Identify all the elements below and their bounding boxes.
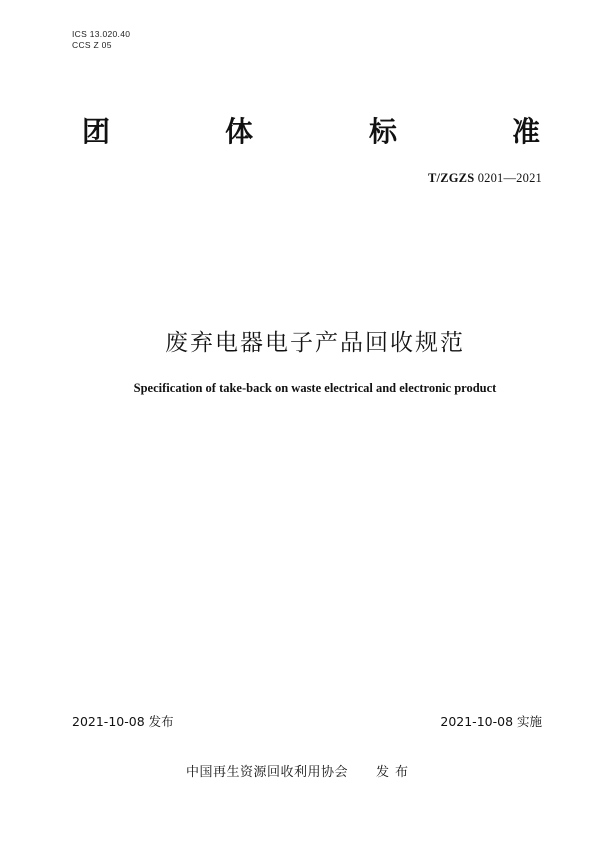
standard-type-char: 准 bbox=[512, 115, 541, 148]
header-divider bbox=[72, 192, 542, 193]
ccs-code: CCS Z 05 bbox=[72, 40, 112, 50]
standard-number-value: 0201—2021 bbox=[477, 171, 542, 185]
publisher-organization: 中国再生资源回收利用协会 bbox=[185, 765, 348, 780]
standard-number bbox=[428, 170, 542, 186]
standard-type-heading bbox=[0, 112, 600, 152]
document-title-chinese: 废弃电器电子产品回收规范 bbox=[165, 330, 465, 356]
document-title-english: Specification of take-back on waste electrical and electronic product bbox=[133, 381, 497, 395]
classification-codes bbox=[72, 29, 130, 51]
standard-number-prefix: T/ZGZS bbox=[427, 171, 475, 185]
publish-date: 2021-10-08 发布 bbox=[72, 714, 174, 729]
publisher-line bbox=[0, 763, 600, 783]
standard-type-char: 体 bbox=[225, 115, 254, 148]
implementation-date: 2021-10-08 实施 bbox=[440, 714, 542, 729]
standard-type-char: 标 bbox=[369, 115, 398, 148]
publisher-action: 发布 bbox=[376, 765, 415, 780]
ics-code: ICS 13.020.40 bbox=[72, 29, 131, 39]
standard-type-char: 团 bbox=[82, 115, 111, 148]
